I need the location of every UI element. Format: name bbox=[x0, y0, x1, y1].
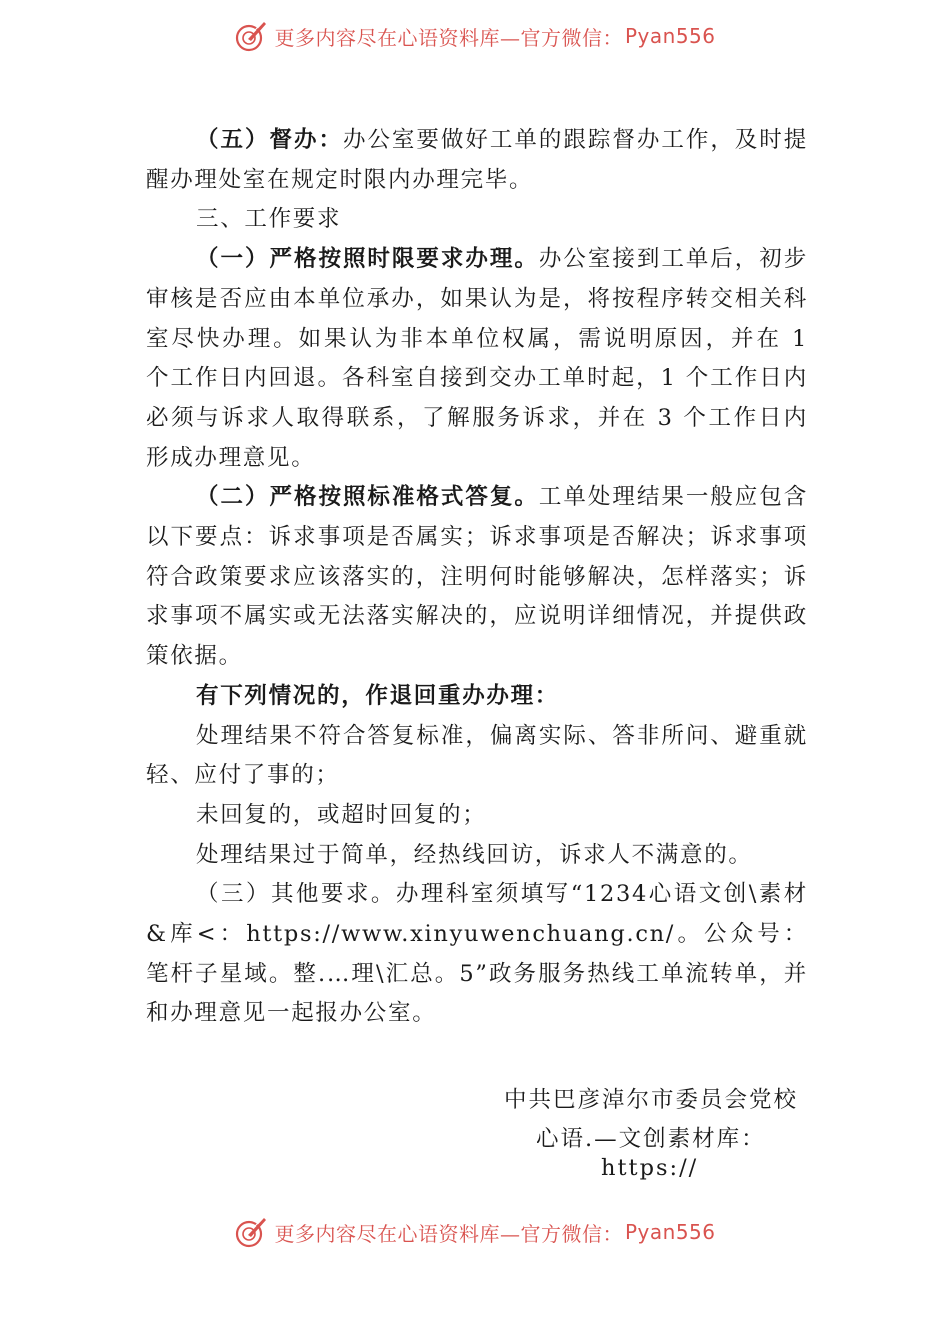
section-title: 三、工作要求 bbox=[196, 206, 342, 233]
paragraph-other-requirements: （三）其他要求。办理科室须填写“1234心语文创\素材&库<：https://www.xinyuwenchuang.cn/。公众号：笔杆子星域。整.…理\汇总。5”政务服务热线工单流转单，并和办理意见一起报办公室。 bbox=[146, 881, 808, 1027]
footer-watermark-banner bbox=[0, 1212, 950, 1252]
signature-line-2: 心语.—文创素材库： bbox=[536, 1126, 766, 1152]
paragraph-heading: （二）严格按照标准格式答复。 bbox=[196, 484, 539, 511]
paragraph-heading: （五）督办： bbox=[196, 127, 343, 153]
paragraph-text: 工单处理结果一般应包含以下要点：诉求事项是否属实；诉求事项是否解决；诉求事项符合政策要求应该落实的，注明何时能够解决，怎样落实；诉求事项不属实或无法落实解决的，应说明详细情况，并提供政策依据。 bbox=[146, 484, 808, 670]
signature-organization: 中共巴彦淖尔市委员会党校 bbox=[504, 1087, 799, 1113]
list-item: 处理结果过于简单，经热线回访，诉求人不满意的。 bbox=[196, 841, 753, 868]
document-body bbox=[146, 121, 808, 1034]
paragraph-heading: （一）严格按照时限要求办理。 bbox=[196, 246, 539, 273]
paragraph-supervision bbox=[146, 121, 808, 200]
banner-text: 更多内容尽在心语资料库—官方微信： bbox=[274, 1221, 623, 1246]
paragraph-text: 办公室要做好工单的跟踪督办工作，及时提醒办理处室在规定时限内办理完毕。 bbox=[146, 127, 808, 193]
quill-pen-logo-icon bbox=[234, 1215, 268, 1249]
list-item: 未回复的，或超时回复的； bbox=[196, 801, 487, 828]
paragraph-text: 办公室接到工单后，初步审核是否应由本单位承办，如果认为是，将按程序转交相关科室尽快办理。如果认为非本单位权属，需说明原因，并在 1 个工作日内回退。各科室自接到交办工单时起，1 个工作日内必须与诉求人取得联系，了解服务诉求，并在 3 个工作日内形成办理意见。 bbox=[146, 246, 808, 471]
paragraph-reply-format bbox=[146, 478, 808, 677]
paragraph-time-limit bbox=[146, 240, 808, 478]
paragraph-return-conditions: 有下列情况的，作退回重办办理： bbox=[196, 682, 560, 709]
banner-wechat-id: Pyan556 bbox=[624, 1220, 716, 1244]
banner-text: 更多内容尽在心语资料库—官方微信： bbox=[274, 25, 623, 50]
quill-pen-logo-icon bbox=[234, 19, 268, 53]
banner-wechat-id: Pyan556 bbox=[624, 24, 716, 48]
signature-line-3: https:// bbox=[601, 1155, 699, 1181]
list-item: 处理结果不符合答复标准，偏离实际、答非所问、避重就轻、应付了事的； bbox=[146, 722, 808, 789]
header-watermark-banner bbox=[0, 16, 950, 56]
